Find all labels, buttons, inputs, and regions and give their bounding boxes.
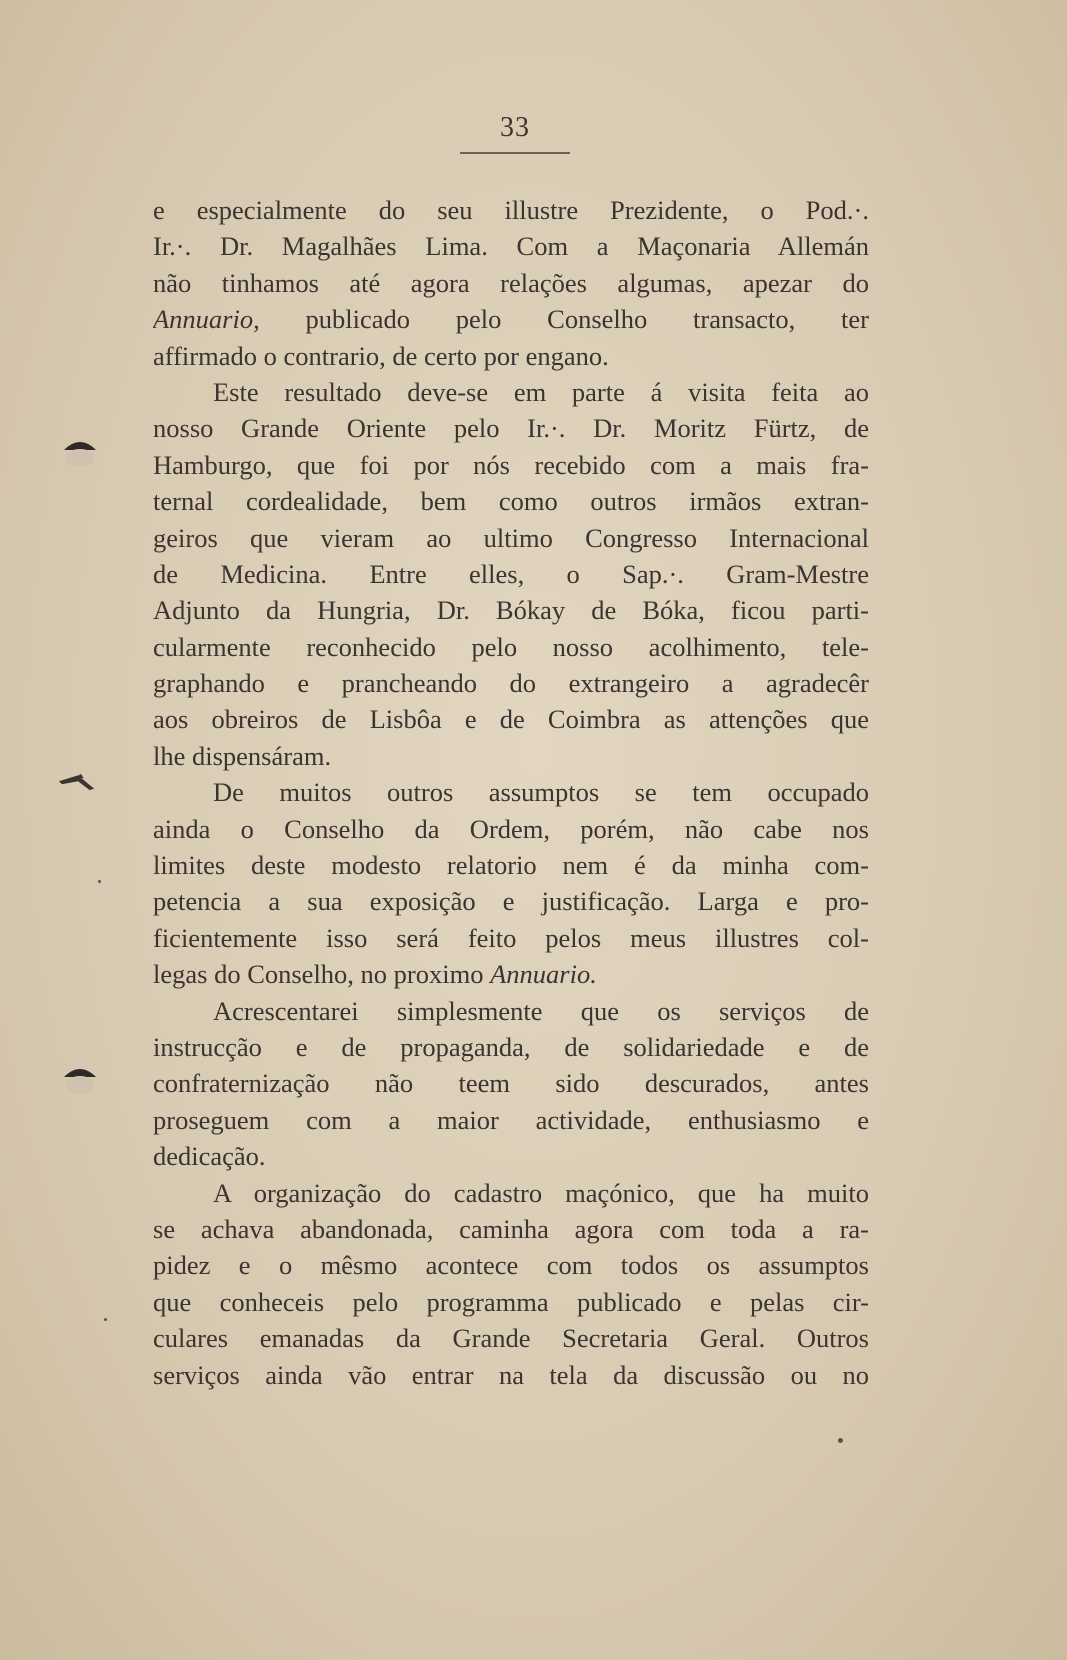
text-line: serviços ainda vão entrar na tela da discussão ou no [153,1359,869,1390]
text-line: graphando e prancheando do extrangeiro a agradecêr [153,668,869,699]
text-line: Adjunto da Hungria, Dr. Bókay de Bóka, ficou parti- [153,595,869,626]
text-line: ainda o Conselho da Ordem, porém, não cabe nos [153,813,869,844]
staple-mark [56,760,100,804]
text-line: confraternização não teem sido descurados, antes [153,1068,869,1099]
text-line [153,956,869,992]
text-line [153,301,869,337]
paper-speck [104,1318,107,1321]
text-line: lhe dispensáram. [153,740,332,771]
text-segment: legas do Conselho, no proximo [153,959,491,990]
text-line: que conheceis pelo programma publicado e pelas cir- [153,1286,869,1317]
body-text [153,192,869,1393]
page-number: 33 [500,112,530,143]
text-line: A organização do cadastro maçónico, que ha muito [213,1177,869,1208]
text-line: aos obreiros de Lisbôa e de Coimbra as attenções que [153,704,869,735]
text-line: Hamburgo, que foi por nós recebido com a mais fra- [153,449,869,480]
text-line: ternal cordealidade, bem como outros irmãos extran- [153,486,869,517]
text-line: instrucção e de propaganda, de solidariedade e de [153,1031,869,1062]
italic-title: Annuario, [153,304,260,335]
text-line: de Medicina. Entre elles, o Sap.·. Gram-Mestre [153,558,869,589]
text-line: De muitos outros assumptos se tem occupado [213,777,869,808]
text-line: não tinhamos até agora relações algumas, apezar do [153,267,869,298]
text-line: petencia a sua exposição e justificação. Larga e pro- [153,886,869,917]
text-line: nosso Grande Oriente pelo Ir.·. Dr. Moritz Fürtz, de [153,413,869,444]
text-line: affirmado o contrario, de certo por engano. [153,340,609,371]
text-line: geiros que vieram ao ultimo Congresso Internacional [153,522,869,553]
text-line: dedicação. [153,1141,266,1172]
text-line: se achava abandonada, caminha agora com toda a ra- [153,1213,869,1244]
text-line: e especialmente do seu illustre Prezidente, o Pod.·. [153,195,869,225]
paper-speck [98,880,101,883]
text-line: culares emanadas da Grande Secretaria Geral. Outros [153,1323,869,1354]
text-line: Este resultado deve-se em parte á visita feita ao [213,376,869,407]
binding-hole-mark [58,1055,102,1099]
text-line: ficientemente isso será feito pelos meus illustres col- [153,922,869,953]
text-line: proseguem com a maior actividade, enthusiasmo e [153,1104,869,1135]
text-line: Acrescentarei simplesmente que os serviços de [213,995,869,1026]
binding-hole-mark [58,428,102,472]
italic-title: Annuario. [490,959,597,990]
page-number-rule [460,152,570,154]
paper-speck [838,1438,843,1443]
text-line: cularmente reconhecido pelo nosso acolhimento, tele- [153,631,869,662]
text-line: Ir.·. Dr. Magalhães Lima. Com a Maçonaria Allemán [153,231,869,262]
text-line: pidez e o mêsmo acontece com todos os assumptos [153,1250,869,1281]
text-segment: publicado pelo Conselho transacto, ter [259,304,869,335]
text-line: limites deste modesto relatorio nem é da minha com- [153,850,869,881]
